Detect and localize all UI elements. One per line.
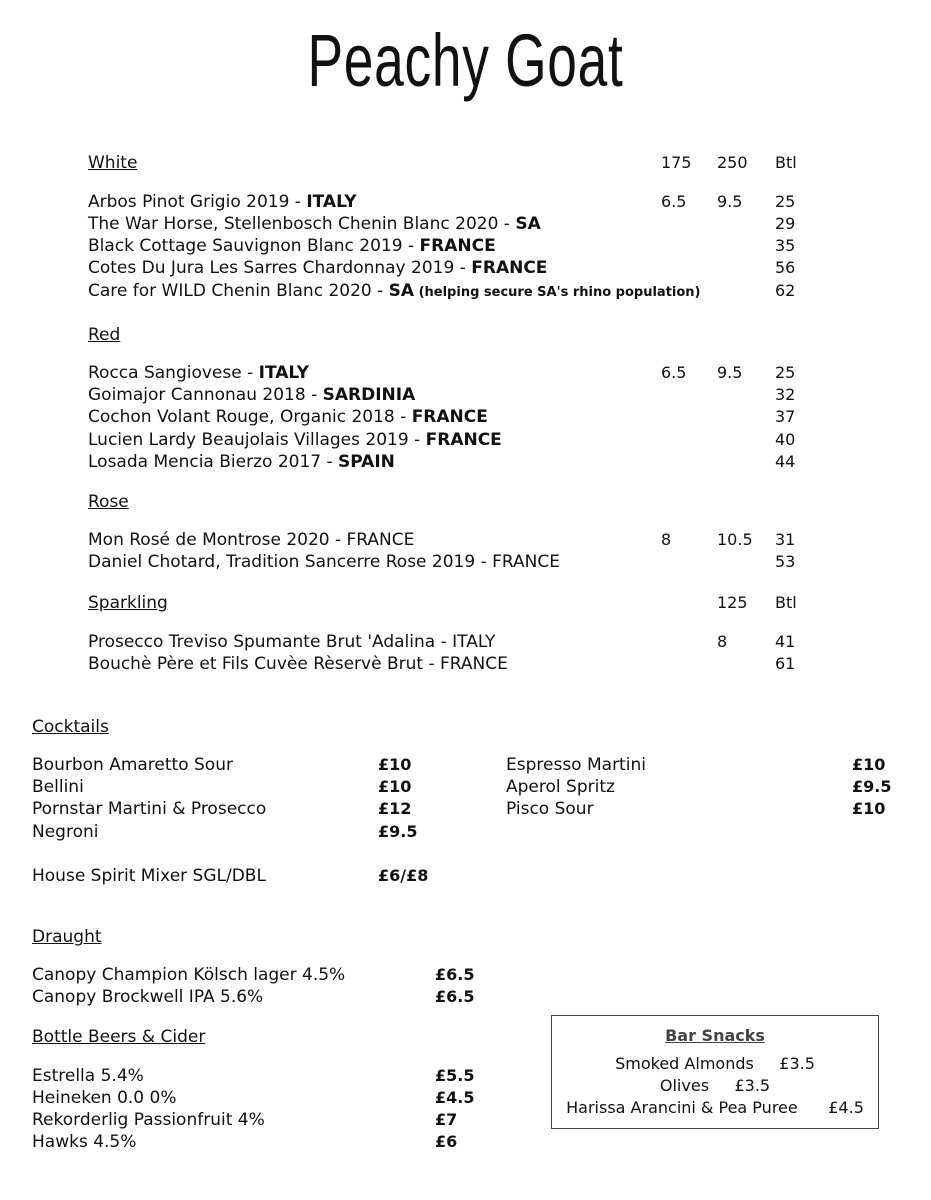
section-heading-bottles: Bottle Beers & Cider <box>32 1027 206 1047</box>
price-btl: 41 <box>775 632 796 651</box>
cocktail-price: £10 <box>378 755 412 774</box>
price-btl: 25 <box>775 363 796 382</box>
wine-item: Bouchè Père et Fils Cuvèe Rèservè Brut - FRANCE <box>88 654 508 674</box>
col-btl: Btl <box>775 153 797 172</box>
price-btl: 40 <box>775 430 796 449</box>
col-250: 250 <box>717 153 748 172</box>
wine-item: Losada Mencia Bierzo 2017 - SPAIN <box>88 452 395 472</box>
cocktail-price: £9.5 <box>378 822 418 841</box>
cocktail-item: Pisco Sour <box>506 799 594 819</box>
price-btl: 31 <box>775 530 796 549</box>
house-spirit-item: House Spirit Mixer SGL/DBL <box>32 866 266 886</box>
price-btl: 37 <box>775 407 796 426</box>
wine-item: Mon Rosé de Montrose 2020 - FRANCE <box>88 530 415 550</box>
wine-item: Black Cottage Sauvignon Blanc 2019 - FRANCE <box>88 236 496 256</box>
price-btl: 53 <box>775 552 796 571</box>
col-175: 175 <box>661 153 692 172</box>
snack-item: Smoked Almonds £3.5 <box>615 1054 815 1073</box>
col-btl: Btl <box>775 593 797 612</box>
draught-price: £6.5 <box>435 987 475 1006</box>
cocktail-item: Bourbon Amaretto Sour <box>32 755 233 775</box>
cocktail-price: £9.5 <box>852 777 892 796</box>
price-btl: 56 <box>775 258 796 277</box>
section-heading-sparkling: Sparkling <box>88 593 168 613</box>
wine-item: Arbos Pinot Grigio 2019 - ITALY <box>88 192 357 212</box>
price-175: 6.5 <box>661 363 687 382</box>
price-btl: 32 <box>775 385 796 404</box>
wine-item: The War Horse, Stellenbosch Chenin Blanc 2020 - SA <box>88 214 541 234</box>
price-175: 6.5 <box>661 192 687 211</box>
price-175: 8 <box>661 530 672 549</box>
bottle-price: £7 <box>435 1110 458 1129</box>
cocktail-price: £10 <box>852 755 886 774</box>
price-btl: 61 <box>775 654 796 673</box>
bar-snacks-heading: Bar Snacks <box>665 1026 765 1045</box>
bottle-price: £5.5 <box>435 1066 475 1085</box>
wine-item: Prosecco Treviso Spumante Brut 'Adalina - ITALY <box>88 632 496 652</box>
price-250: 10.5 <box>717 530 753 549</box>
wine-item: Care for WILD Chenin Blanc 2020 - SA (helping secure SA's rhino population) <box>88 281 701 301</box>
section-heading-draught: Draught <box>32 927 102 947</box>
section-heading-white: White <box>88 153 138 173</box>
price-btl: 44 <box>775 452 796 471</box>
bottle-item: Estrella 5.4% <box>32 1066 144 1086</box>
snack-item: Olives £3.5 <box>659 1076 771 1095</box>
house-spirit-price: £6/£8 <box>378 866 429 885</box>
price-btl: 29 <box>775 214 796 233</box>
wine-item: Daniel Chotard, Tradition Sancerre Rose 2019 - FRANCE <box>88 552 560 572</box>
section-heading-rose: Rose <box>88 492 129 512</box>
bottle-price: £4.5 <box>435 1088 475 1107</box>
bottle-item: Hawks 4.5% <box>32 1132 137 1152</box>
price-btl: 62 <box>775 281 796 300</box>
bottle-item: Heineken 0.0 0% <box>32 1088 177 1108</box>
price-250: 9.5 <box>717 363 743 382</box>
section-heading-cocktails: Cocktails <box>32 717 109 737</box>
wine-item: Lucien Lardy Beaujolais Villages 2019 - FRANCE <box>88 430 502 450</box>
cocktail-item: Negroni <box>32 822 99 842</box>
col-125: 125 <box>717 593 748 612</box>
wine-item: Rocca Sangiovese - ITALY <box>88 363 309 383</box>
wine-item: Cotes Du Jura Les Sarres Chardonnay 2019 - FRANCE <box>88 258 548 278</box>
cocktail-item: Pornstar Martini & Prosecco <box>32 799 267 819</box>
menu-title: Peachy Goat <box>307 19 624 102</box>
wine-item: Cochon Volant Rouge, Organic 2018 - FRANCE <box>88 407 488 427</box>
price-btl: 25 <box>775 192 796 211</box>
cocktail-price: £12 <box>378 799 412 818</box>
price-125: 8 <box>717 632 728 651</box>
snack-item: Harissa Arancini & Pea Puree £4.5 <box>566 1098 864 1117</box>
price-250: 9.5 <box>717 192 743 211</box>
cocktail-item: Espresso Martini <box>506 755 646 775</box>
draught-item: Canopy Brockwell IPA 5.6% <box>32 987 264 1007</box>
cocktail-item: Bellini <box>32 777 84 797</box>
bottle-price: £6 <box>435 1132 458 1151</box>
bottle-item: Rekorderlig Passionfruit 4% <box>32 1110 265 1130</box>
draught-item: Canopy Champion Kölsch lager 4.5% <box>32 965 346 985</box>
bar-snacks-box <box>551 1015 879 1129</box>
price-btl: 35 <box>775 236 796 255</box>
cocktail-price: £10 <box>378 777 412 796</box>
cocktail-price: £10 <box>852 799 886 818</box>
cocktail-item: Aperol Spritz <box>506 777 615 797</box>
wine-item: Goimajor Cannonau 2018 - SARDINIA <box>88 385 416 405</box>
draught-price: £6.5 <box>435 965 475 984</box>
section-heading-red: Red <box>88 325 121 345</box>
